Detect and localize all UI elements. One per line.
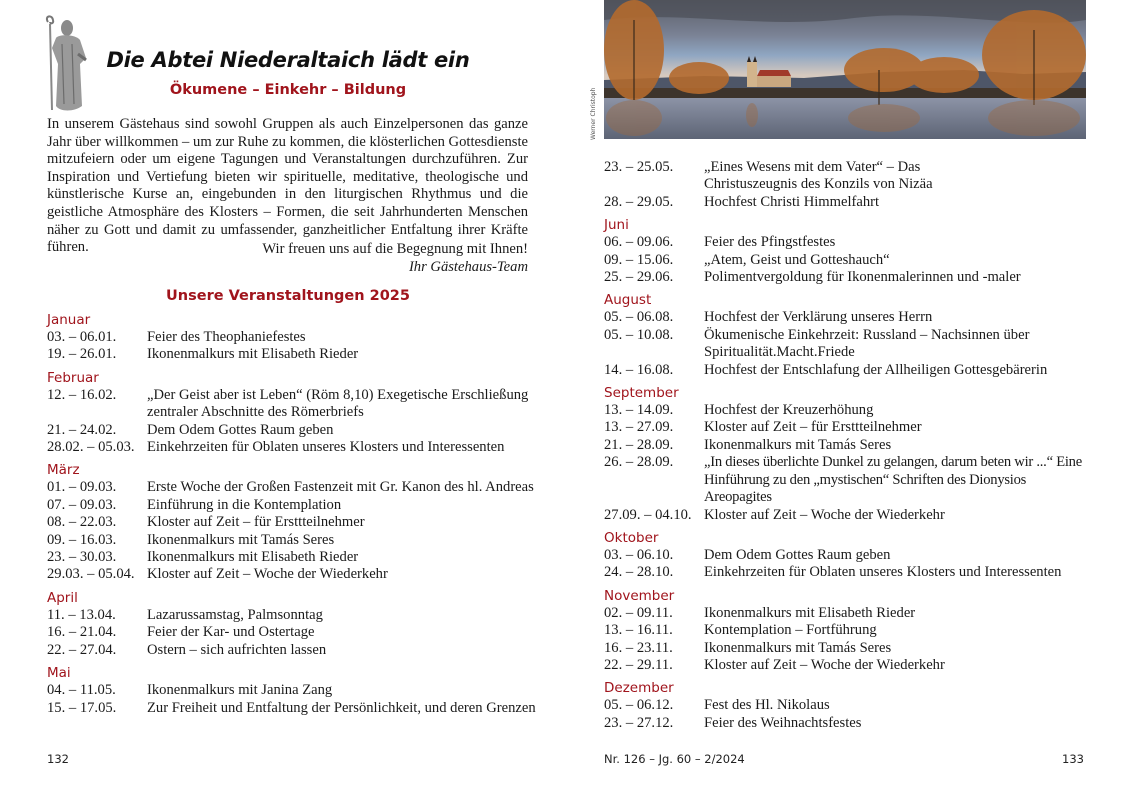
event-row — [604, 454, 1104, 506]
issue-info: Nr. 126 – Jg. 60 – 2/2024 — [604, 752, 745, 766]
event-title: Einkehrzeiten für Oblaten unseres Klosters und Interessenten — [147, 439, 505, 456]
event-date: 29.03. – 05.04. — [47, 566, 135, 583]
event-date: 28. – 29.05. — [604, 193, 674, 210]
event-row — [47, 700, 547, 717]
event-title: Hochfest Christi Himmelfahrt — [704, 193, 880, 210]
event-title: Feier des Theophaniefestes — [147, 329, 306, 345]
event-row — [604, 640, 1104, 657]
event-title: Erste Woche der Großen Fastenzeit mit Gr. Kanon des hl. Andreas — [147, 479, 534, 496]
event-title: Ostern – sich aufrichten lassen — [147, 641, 327, 658]
event-row — [47, 439, 547, 456]
event-row — [604, 564, 1104, 581]
event-row — [47, 422, 547, 439]
event-date: 06. – 09.06. — [604, 234, 674, 251]
event-date: 19. – 26.01. — [47, 346, 117, 363]
event-title: Ikonenmalkurs mit Elisabeth Rieder — [147, 549, 359, 566]
event-row — [604, 327, 1104, 362]
month-heading: Mai — [47, 665, 71, 682]
event-row — [47, 624, 547, 641]
event-title: Einkehrzeiten für Oblaten unseres Klosters und Interessenten — [704, 564, 1062, 581]
event-date: 22. – 29.11. — [604, 656, 673, 673]
event-title: Kloster auf Zeit – Woche der Wiederkehr — [704, 656, 945, 673]
event-row — [604, 605, 1104, 622]
event-row — [47, 514, 547, 531]
event-row — [604, 159, 1104, 194]
event-title: Fest des Hl. Nikolaus — [704, 697, 830, 714]
photo-credit: Werner Christoph — [590, 87, 597, 140]
event-title: Dem Odem Gottes Raum geben — [147, 421, 334, 438]
event-title: Kloster auf Zeit – für Ersttteilnehmer — [704, 419, 922, 436]
event-row — [604, 657, 1104, 674]
event-date: 03. – 06.01. — [47, 329, 117, 345]
event-row — [604, 507, 1104, 524]
event-title: Ökumenische Einkehrzeit: Russland – Nachsinnen über Spiritualität.Macht.Friede — [704, 326, 1030, 361]
event-row — [604, 437, 1104, 454]
event-date: 25. – 29.06. — [604, 269, 674, 286]
greeting — [262, 241, 528, 276]
event-title: Einführung in die Kontemplation — [147, 496, 342, 513]
month-heading: November — [604, 587, 675, 604]
event-date: 23. – 30.03. — [47, 549, 117, 566]
event-date: 26. – 28.09. — [604, 454, 674, 471]
event-row — [47, 566, 547, 583]
month-heading: Dezember — [604, 680, 674, 697]
event-row — [604, 697, 1104, 714]
event-date: 02. – 09.11. — [604, 604, 673, 621]
event-date: 13. – 27.09. — [604, 419, 674, 436]
event-title: Hochfest der Kreuzerhöhung — [704, 402, 874, 419]
event-date: 16. – 21.04. — [47, 624, 117, 641]
month-heading: Januar — [47, 312, 91, 328]
event-title: „Atem, Geist und Gotteshauch“ — [704, 251, 890, 268]
intro-text: In unserem Gästehaus sind sowohl Gruppen als auch Einzelpersonen das ganze Jahr über willkommen – um zur Ruhe zu kommen, die klösterlichen Gottesdienste mitzufeiern oder um eigene Tagungen und Veranstaltungen durchzuführen. Zur Inspiration und Vertiefung bieten wir spirituelle, meditative, theologische und künstlerische Kurse an, eingebunden in den liturgischen Rhythmus und die geistliche Atmosphäre des Klosters – Formen, die seit Jahrhunderten Menschen näher zu Gott und damit zu umfassender, ganzheitlicher Entfaltung ihrer Kräfte führen. — [47, 116, 528, 256]
event-date: 23. – 25.05. — [604, 159, 674, 175]
event-title: Feier der Kar- und Ostertage — [147, 624, 315, 641]
event-date: 21. – 28.09. — [604, 436, 674, 453]
page-number-right: 133 — [1062, 752, 1084, 766]
month-heading: April — [47, 589, 78, 606]
event-row — [604, 194, 1104, 211]
events-heading: Unsere Veranstaltungen 2025 — [166, 288, 410, 304]
month-heading: Februar — [47, 369, 99, 386]
signature: Ihr Gästehaus-Team — [408, 258, 528, 275]
event-row — [604, 419, 1104, 436]
month-heading: März — [47, 462, 80, 479]
event-date: 05. – 10.08. — [604, 326, 674, 343]
event-date: 13. – 14.09. — [604, 402, 674, 419]
event-row — [47, 607, 547, 624]
month-heading: Juni — [604, 217, 629, 234]
event-schedule-right — [604, 159, 1104, 732]
month-heading: August — [604, 292, 652, 309]
event-title: „Der Geist aber ist Leben“ (Röm 8,10) Exegetische Erschließung zentraler Abschnitte des Römerbriefs — [147, 386, 529, 421]
event-row — [604, 402, 1104, 419]
event-date: 11. – 13.04. — [47, 606, 116, 623]
event-title: Ikonenmalkurs mit Elisabeth Rieder — [147, 346, 359, 363]
event-row — [604, 269, 1104, 286]
event-title: Kontemplation – Fortführung — [704, 622, 877, 639]
event-title: Ikonenmalkurs mit Tamás Seres — [704, 436, 892, 453]
event-date: 09. – 15.06. — [604, 251, 674, 268]
event-date: 12. – 16.02. — [47, 386, 117, 403]
event-date: 22. – 27.04. — [47, 641, 117, 658]
event-row — [604, 547, 1104, 564]
event-date: 27.09. – 04.10. — [604, 506, 692, 523]
event-title: Dem Odem Gottes Raum geben — [704, 546, 891, 563]
event-title: Ikonenmalkurs mit Tamás Seres — [704, 639, 892, 656]
event-row — [47, 346, 547, 363]
page-title: Die Abtei Niederaltaich lädt ein — [106, 48, 470, 72]
event-title: „In dieses überlichte Dunkel zu gelangen, darum beten wir ...“ Eine Hinführung zu den „mystischen“ Schriften des Dionysios Areopagites — [704, 454, 1082, 506]
event-date: 08. – 22.03. — [47, 514, 117, 531]
event-date: 01. – 09.03. — [47, 479, 117, 496]
event-row — [604, 252, 1104, 269]
page-number-left: 132 — [47, 752, 69, 766]
event-title: „Eines Wesens mit dem Vater“ – Das Christuszeugnis des Konzils von Nizäa — [704, 159, 933, 193]
event-title: Kloster auf Zeit – Woche der Wiederkehr — [147, 566, 388, 583]
event-row — [47, 497, 547, 514]
intro-paragraph — [47, 116, 528, 257]
event-date: 13. – 16.11. — [604, 622, 673, 639]
event-row — [604, 622, 1104, 639]
event-date: 21. – 24.02. — [47, 421, 117, 438]
event-date: 03. – 06.10. — [604, 546, 674, 563]
month-heading: September — [604, 385, 679, 402]
event-title: Feier des Weihnachtsfestes — [704, 714, 862, 731]
event-title: Kloster auf Zeit – für Ersttteilnehmer — [147, 514, 365, 531]
event-date: 05. – 06.08. — [604, 309, 674, 326]
page-subtitle: Ökumene – Einkehr – Bildung — [169, 82, 407, 98]
event-row — [47, 479, 547, 496]
event-title: Kloster auf Zeit – Woche der Wiederkehr — [704, 506, 945, 523]
event-row — [47, 329, 547, 346]
event-row — [47, 642, 547, 659]
event-title: Lazarussamstag, Palmsonntag — [147, 606, 323, 623]
event-title: Hochfest der Entschlafung der Allheiligen Gottesgebärerin — [704, 361, 1048, 378]
event-row — [47, 532, 547, 549]
event-date: 14. – 16.08. — [604, 361, 674, 378]
event-date: 23. – 27.12. — [604, 714, 674, 731]
event-date: 15. – 17.05. — [47, 699, 117, 716]
event-title: Ikonenmalkurs mit Janina Zang — [147, 682, 333, 699]
abbey-landscape-photo — [604, 0, 1086, 139]
event-date: 07. – 09.03. — [47, 496, 117, 513]
greeting-text: Wir freuen uns auf die Begegnung mit Ihnen! — [262, 241, 528, 257]
event-date: 05. – 06.12. — [604, 697, 674, 714]
event-title: Hochfest der Verklärung unseres Herrn — [704, 309, 933, 326]
event-date: 09. – 16.03. — [47, 531, 117, 548]
event-title: Ikonenmalkurs mit Tamás Seres — [147, 531, 335, 548]
event-date: 16. – 23.11. — [604, 639, 673, 656]
event-row — [47, 682, 547, 699]
event-title: Ikonenmalkurs mit Elisabeth Rieder — [704, 604, 916, 621]
event-title: Zur Freiheit und Entfaltung der Persönlichkeit, und deren Grenzen — [147, 699, 536, 716]
event-row — [47, 387, 547, 422]
event-row — [604, 715, 1104, 732]
event-row — [604, 234, 1104, 251]
event-date: 24. – 28.10. — [604, 564, 674, 581]
event-title: Polimentvergoldung für Ikonenmalerinnen und -maler — [704, 269, 1021, 286]
event-schedule-left — [47, 312, 547, 717]
event-date: 04. – 11.05. — [47, 682, 116, 699]
event-row — [604, 362, 1104, 379]
event-title: Feier des Pfingstfestes — [704, 234, 836, 251]
event-row — [604, 309, 1104, 326]
month-heading: Oktober — [604, 529, 659, 546]
event-row — [47, 549, 547, 566]
event-date: 28.02. – 05.03. — [47, 439, 135, 456]
